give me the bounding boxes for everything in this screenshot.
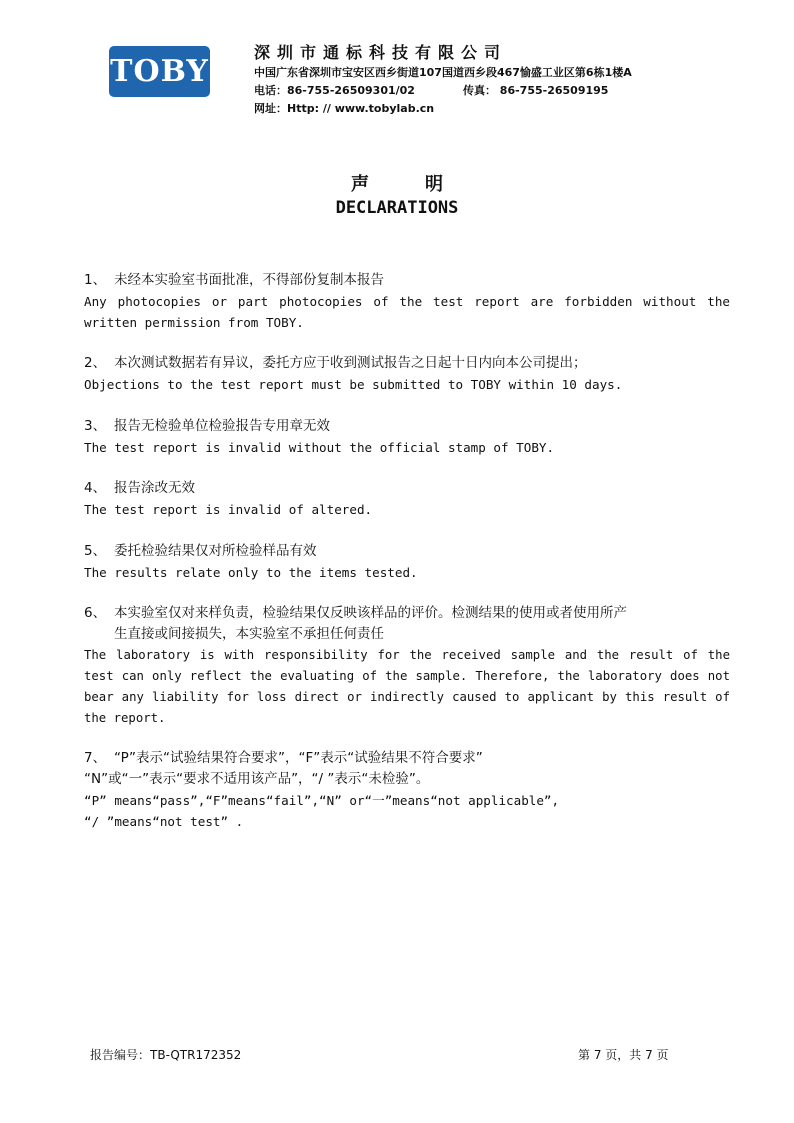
declaration-en: Objections to the test report must be submitted to TOBY within 10 days. xyxy=(84,377,623,392)
contact-line xyxy=(254,82,608,98)
declaration-item-6 xyxy=(84,603,730,729)
declaration-cn xyxy=(84,603,730,624)
website: 网址：Http: // www.tobylab.cn xyxy=(254,102,435,115)
item-number: 7、 xyxy=(84,750,107,766)
declaration-en: The test report is invalid without the official stamp of TOBY. xyxy=(84,440,555,455)
declaration-en: Any photocopies or part photocopies of the test report are forbidden without the written permission from TOBY. xyxy=(84,294,730,330)
declaration-cn-text: 委托检验结果仅对所检验样品有效 xyxy=(114,543,317,559)
declaration-item-7 xyxy=(84,748,730,832)
declaration-item-2 xyxy=(84,353,730,395)
declaration-en: The test report is invalid of altered. xyxy=(84,502,373,517)
declaration-cn-text: 报告涂改无效 xyxy=(114,480,195,496)
declaration-cn xyxy=(84,416,730,437)
declaration-cn-text: 未经本实验室书面批准，不得部份复制本报告 xyxy=(114,272,384,288)
page-number: 第 7 页，共 7 页 xyxy=(578,1048,669,1062)
company-name: 深圳市通标科技有限公司 xyxy=(254,43,508,62)
declaration-cn xyxy=(84,353,730,374)
page-title-cn: 声明 xyxy=(351,174,499,195)
declaration-cn xyxy=(84,541,730,562)
item-number: 4、 xyxy=(84,480,107,496)
company-logo: TOBY xyxy=(109,46,210,97)
phone-number: 电话：86-755-26509301/02 xyxy=(254,84,415,97)
item-number: 1、 xyxy=(84,272,107,288)
declaration-en-continued: “/ ”means“not test” . xyxy=(84,814,244,829)
declaration-cn-text: 本次测试数据若有异议，委托方应于收到测试报告之日起十日内向本公司提出； xyxy=(114,355,587,371)
item-number: 3、 xyxy=(84,418,107,434)
declaration-en: The laboratory is with responsibility for the received sample and the result of the test can only reflect the evaluating of the sample. Therefore, the laboratory does not bear any liability for loss direct or indirectly caused to applicant by this result of the report. xyxy=(84,648,730,725)
declaration-cn-continued: “N”或“一”表示“要求不适用该产品”，“/ ”表示“未检验”。 xyxy=(84,771,430,787)
item-number: 2、 xyxy=(84,355,107,371)
declaration-cn xyxy=(84,478,730,499)
declaration-en: The results relate only to the items tested. xyxy=(84,565,418,580)
declaration-cn xyxy=(84,270,730,291)
declaration-en: “P” means“pass”,“F”means“fail”,“N” or“一”means“not applicable”, xyxy=(84,793,560,808)
declaration-item-1 xyxy=(84,270,730,333)
item-number: 5、 xyxy=(84,543,107,559)
declaration-item-4 xyxy=(84,478,730,520)
declaration-cn-text: 本实验室仅对来样负责，检验结果仅反映该样品的评价。检测结果的使用或者使用所产 xyxy=(114,605,627,621)
report-number: 报告编号：TB-QTR172352 xyxy=(90,1048,242,1062)
declaration-cn-text: “P”表示“试验结果符合要求”，“F”表示“试验结果不符合要求” xyxy=(114,750,483,766)
declaration-item-5 xyxy=(84,541,730,583)
declaration-cn xyxy=(84,748,730,769)
declaration-cn-text: 报告无检验单位检验报告专用章无效 xyxy=(114,418,330,434)
declaration-item-3 xyxy=(84,416,730,458)
declaration-cn-continued: 生直接或间接损失，本实验室不承担任何责任 xyxy=(114,626,384,642)
item-number: 6、 xyxy=(84,605,107,621)
fax-number: 传真： 86-755-26509195 xyxy=(462,84,609,97)
company-address: 中国广东省深圳市宝安区西乡街道107国道西乡段467愉盛工业区第6栋1楼A xyxy=(254,66,632,79)
page-title-en: DECLARATIONS xyxy=(335,198,459,218)
